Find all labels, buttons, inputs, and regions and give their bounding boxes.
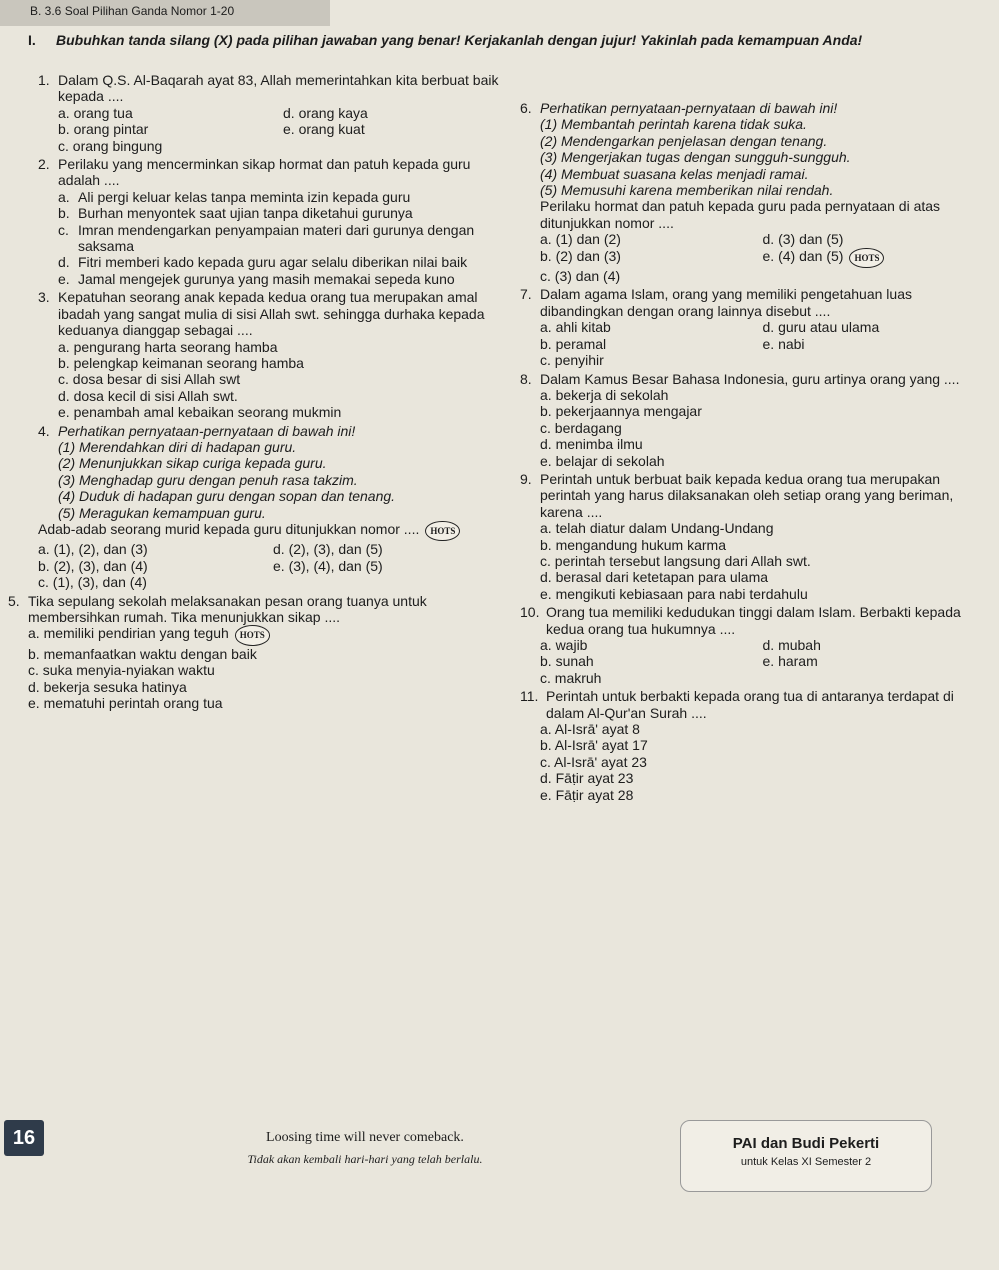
option-d[interactable]: d. berasal dari ketetapan para ulama (540, 569, 769, 586)
right-column (520, 100, 985, 805)
option-c[interactable]: c. berdagang (540, 419, 622, 436)
option-d[interactable]: d. bekerja sesuka hatinya (28, 678, 187, 695)
option-d[interactable]: d. dosa kecil di sisi Allah swt. (58, 387, 238, 404)
quote-indonesian: Tidak akan kembali hari-hari yang telah berlalu. (247, 1152, 483, 1166)
question-text: Dalam agama Islam, orang yang memiliki pengetahuan luas dibandingkan dengan orang lainnya disebut .... (540, 286, 912, 319)
option-e[interactable]: e. (3), (4), dan (5) (273, 557, 383, 574)
question-8 (520, 371, 985, 469)
option-e[interactable]: e. belajar di sekolah (540, 452, 665, 469)
option-b[interactable]: b. orang pintar (58, 121, 149, 138)
option-d[interactable]: d. Fitri memberi kado kepada guru agar selalu diberikan nilai baik (58, 254, 468, 271)
question-3 (38, 289, 508, 420)
instruction-number: I. (28, 32, 36, 48)
quote-box (60, 1116, 670, 1190)
option-text: a. memiliki pendirian yang teguh (28, 625, 229, 642)
statement-4: (4) Membuat suasana kelas menjadi ramai. (540, 165, 809, 182)
option-d[interactable]: d. (2), (3), dan (5) (273, 541, 383, 558)
option-a[interactable]: a. bekerja di sekolah (540, 386, 669, 403)
question-number: 7. (520, 286, 532, 303)
option-e[interactable]: e. mengikuti kebiasaan para nabi terdahulu (540, 585, 808, 602)
question-text: Tika sepulang sekolah melaksanakan pesan orang tuanya untuk membersihkan rumah. Tika menunjukkan sikap .... (28, 592, 427, 625)
option-b[interactable]: b. sunah (540, 653, 594, 670)
question-number: 8. (520, 370, 532, 387)
option-b[interactable]: b. peramal (540, 335, 607, 352)
option-text: e. (4) dan (5) (762, 247, 844, 264)
statement-5: (5) Memusuhi karena memberikan nilai rendah. (540, 182, 834, 199)
question-number: 11. (520, 688, 539, 705)
hots-badge: HOTS (235, 625, 270, 645)
section-header: B. 3.6 Soal Pilihan Ganda Nomor 1-20 (0, 0, 330, 26)
question-text: Kepatuhan seorang anak kepada kedua orang tua merupakan amal ibadah yang sangat mulia di sisi Allah swt. sehingga durhaka kepada keduanya dianggap sebagai .... (58, 289, 485, 339)
question-number: 9. (520, 470, 532, 487)
question-6 (520, 100, 985, 284)
option-e[interactable]: e. nabi (762, 335, 805, 352)
option-e[interactable]: e. Fāṭir ayat 28 (540, 786, 634, 803)
book-label (680, 1120, 932, 1192)
option-c[interactable]: c. (3) dan (4) (540, 268, 621, 285)
question-number: 4. (38, 422, 50, 439)
option-e[interactable] (763, 248, 986, 268)
question-5 (8, 593, 508, 712)
option-b[interactable]: b. Burhan menyontek saat ujian tanpa diketahui gurunya (58, 205, 413, 222)
option-d[interactable]: d. Fāṭir ayat 23 (540, 770, 634, 787)
option-text: Ali pergi keluar kelas tanpa meminta izin kepada guru (78, 188, 411, 205)
option-text: Fitri memberi kado kepada guru agar selalu diberikan nilai baik (78, 254, 468, 271)
question-tail: Perilaku hormat dan patuh kepada guru pada pernyataan di atas ditunjukkan nomor .... (540, 198, 941, 231)
hots-badge: HOTS (849, 248, 884, 268)
option-b[interactable]: b. Al-Isrā' ayat 17 (540, 737, 648, 754)
question-4 (38, 423, 508, 591)
option-a[interactable]: a. telah diatur dalam Undang-Undang (540, 520, 774, 537)
question-text: Perhatikan pernyataan-pernyataan di bawah ini! (58, 422, 356, 439)
question-text: Perilaku yang mencerminkan sikap hormat dan patuh kepada guru adalah .... (58, 156, 471, 189)
page-footer (0, 1100, 999, 1270)
statement-1: (1) Membantah perintah karena tidak suka. (540, 116, 807, 133)
instruction-text: Bubuhkan tanda silang (X) pada pilihan jawaban yang benar! Kerjakanlah dengan jujur! Yakinlah pada kemampuan Anda! (56, 32, 863, 48)
option-e[interactable]: e. orang kuat (283, 121, 365, 138)
statement-4: (4) Duduk di hadapan guru dengan sopan dan tenang. (58, 488, 396, 505)
question-text: Orang tua memiliki kedudukan tinggi dalam Islam. Berbakti kepada kedua orang tua hukumnya .... (546, 604, 961, 637)
question-1 (38, 72, 508, 154)
question-number: 2. (38, 156, 50, 173)
option-c[interactable]: c. dosa besar di sisi Allah swt (58, 371, 241, 388)
statement-2: (2) Mendengarkan penjelasan dengan tenang. (540, 132, 828, 149)
statement-3: (3) Mengerjakan tugas dengan sungguh-sungguh. (540, 149, 851, 166)
question-number: 3. (38, 289, 50, 306)
question-text: Perintah untuk berbuat baik kepada kedua orang tua merupakan perintah yang harus dilaksanakan oleh setiap orang yang beriman, karena .... (540, 470, 954, 520)
question-2 (38, 156, 508, 287)
question-text: Perhatikan pernyataan-pernyataan di bawah ini! (540, 100, 838, 116)
book-subtitle: untuk Kelas XI Semester 2 (740, 1156, 872, 1168)
option-c[interactable]: c. perintah tersebut langsung dari Allah swt. (540, 552, 811, 569)
question-number: 5. (8, 592, 20, 609)
option-e[interactable]: e. penambah amal kebaikan seorang mukmin (58, 404, 342, 421)
quote-english: Loosing time will never comeback. (266, 1130, 464, 1145)
option-d[interactable]: d. guru atau ulama (762, 319, 880, 336)
book-title: PAI dan Budi Pekerti (732, 1135, 880, 1152)
question-9 (520, 471, 985, 602)
question-11 (520, 688, 985, 803)
question-7 (520, 286, 985, 368)
option-d[interactable]: d. menimba ilmu (540, 436, 643, 453)
option-e[interactable]: e. mematuhi perintah orang tua (28, 695, 223, 712)
option-b[interactable]: b. (2) dan (3) (540, 247, 621, 264)
option-a[interactable] (28, 625, 508, 645)
option-e[interactable]: e. Jamal mengejek gurunya yang masih memakai sepeda kuno (58, 270, 455, 287)
question-text: Dalam Q.S. Al-Baqarah ayat 83, Allah memerintahkan kita berbuat baik kepada .... (58, 72, 499, 105)
statement-1: (1) Merendahkan diri di hadapan guru. (58, 438, 297, 455)
option-c[interactable]: c. orang bingung (58, 137, 163, 154)
question-number: 10. (520, 604, 540, 621)
option-b[interactable]: b. memanfaatkan waktu dengan baik (28, 645, 257, 662)
statement-2: (2) Menunjukkan sikap curiga kepada guru. (58, 455, 327, 472)
option-c[interactable]: c. Al-Isrā' ayat 23 (540, 753, 647, 770)
option-c[interactable]: c. suka menyia-nyiakan waktu (28, 662, 215, 679)
option-a[interactable]: a. Ali pergi keluar kelas tanpa meminta izin kepada guru (58, 188, 411, 205)
question-10 (520, 604, 985, 686)
option-b[interactable]: b. mengandung hukum karma (540, 536, 726, 553)
option-b[interactable]: b. pelengkap keimanan seorang hamba (58, 354, 304, 371)
question-number: 6. (520, 100, 532, 116)
option-a[interactable]: a. pengurang harta seorang hamba (58, 338, 278, 355)
question-text: Dalam Kamus Besar Bahasa Indonesia, guru artinya orang yang .... (540, 370, 960, 387)
option-b[interactable]: b. pekerjaannya mengajar (540, 403, 702, 420)
option-d[interactable]: d. mubah (762, 637, 821, 653)
instruction (28, 32, 968, 49)
option-d[interactable]: d. orang kaya (283, 104, 368, 121)
option-c[interactable]: c. Imran mendengarkan penyampaian materi dari gurunya dengan saksama (58, 222, 508, 255)
option-a[interactable]: a. ahli kitab (540, 319, 611, 336)
option-e[interactable]: e. haram (762, 653, 818, 670)
question-text: Perintah untuk berbakti kepada orang tua di antaranya terdapat di dalam Al-Qur'an Surah .... (546, 688, 954, 721)
option-c[interactable]: c. penyihir (540, 352, 604, 369)
option-c[interactable]: c. makruh (540, 669, 602, 686)
option-a[interactable]: a. wajib (540, 637, 588, 653)
option-a[interactable]: a. (1) dan (2) (540, 231, 621, 248)
option-text: Imran mendengarkan penyampaian materi dari gurunya dengan saksama (78, 221, 475, 255)
option-a[interactable]: a. Al-Isrā' ayat 8 (540, 721, 640, 738)
option-a[interactable]: a. orang tua (58, 104, 133, 121)
option-a[interactable]: a. (1), (2), dan (3) (38, 541, 148, 558)
statement-3: (3) Menghadap guru dengan penuh rasa takzim. (58, 471, 358, 488)
page-number: 16 (4, 1120, 44, 1156)
statement-5: (5) Meragukan kemampuan guru. (58, 504, 266, 521)
option-b[interactable]: b. (2), (3), dan (4) (38, 557, 148, 574)
hots-badge: HOTS (425, 521, 460, 541)
option-c[interactable]: c. (1), (3), dan (4) (38, 574, 147, 591)
option-text: Burhan menyontek saat ujian tanpa diketahui gurunya (78, 205, 413, 222)
question-tail: Adab-adab seorang murid kepada guru ditunjukkan nomor .... (38, 520, 420, 537)
left-column (8, 72, 508, 713)
question-number: 1. (38, 72, 50, 88)
option-d[interactable]: d. (3) dan (5) (762, 231, 844, 248)
option-text: Jamal mengejek gurunya yang masih memakai sepeda kuno (78, 270, 455, 287)
